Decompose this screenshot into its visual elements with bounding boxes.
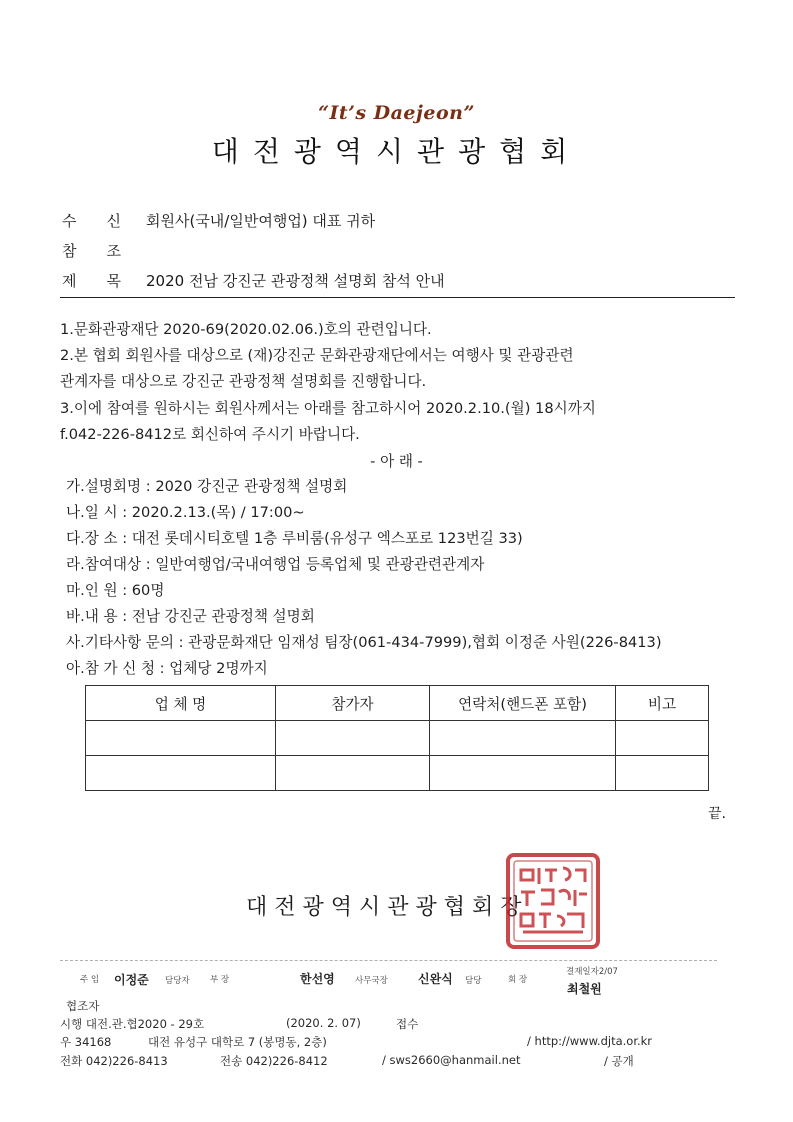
body-line: 2.본 협회 회원사를 대상으로 (재)강진군 문화관광재단에서는 여행사 및 관광관련: [60, 347, 574, 364]
end-mark: 끝.: [708, 806, 726, 822]
detail-item: 사.기타사항 문의 : 관광문화재단 임재성 팀장(061-434-7999),협회 이정준 사원(226-8413): [66, 634, 662, 651]
subject-label: 제목: [62, 272, 151, 290]
body-line: 관계자를 대상으로 강진군 관광정책 설명회를 진행합니다.: [60, 373, 427, 390]
subject-value: 2020 전남 강진군 관광정책 설명회 참석 안내: [146, 272, 445, 290]
recipient-label: 수신: [62, 212, 151, 230]
footer-public: / 공개: [604, 1054, 634, 1068]
footer-bujang-label: 부 장: [210, 975, 230, 985]
notice-separator: - 아 래 -: [370, 453, 423, 470]
footer-fax: 전송 042)226-8412: [220, 1054, 328, 1068]
seal-stamp-icon: [505, 852, 601, 950]
table-cell: [86, 756, 276, 791]
footer-address: 대전 유성구 대학로 7 (봉명동, 2층): [148, 1035, 327, 1049]
detail-item: 나.일 시 : 2020.2.13.(목) / 17:00~: [66, 504, 305, 521]
footer-sin-name: 신완식: [418, 972, 453, 986]
table-cell: [276, 756, 430, 791]
footer-execution-date: (2020. 2. 07): [286, 1016, 361, 1030]
footer-email: / sws2660@hanmail.net: [382, 1053, 521, 1067]
footer-website: / http://www.djta.or.kr: [527, 1034, 653, 1048]
footer-damdang: 담당: [465, 976, 482, 986]
footer-receipt: 접수: [396, 1017, 419, 1031]
footer-juim-label: 주 임: [80, 975, 100, 985]
reference-label: 참조: [62, 242, 151, 260]
body-line: 1.문화관광재단 2020-69(2020.02.06.)호의 관련입니다.: [60, 321, 432, 338]
footer-postal-code: 우 34168: [60, 1035, 112, 1049]
footer-phone: 전화 042)226-8413: [60, 1054, 168, 1068]
signature-title: 대전광역시관광협회장: [246, 895, 529, 920]
table-cell: [616, 721, 709, 756]
footer-juim-name: 이정준: [114, 973, 149, 987]
organization-title: 대전광역시관광협회: [211, 135, 582, 168]
org-logo: “It’s Daejeon”: [318, 102, 475, 124]
footer-hoejang-label: 회 장: [508, 975, 528, 985]
table-header-row: [86, 686, 709, 721]
footer-damdangja: 담당자: [165, 976, 190, 986]
recipient-value: 회원사(국내/일반여행업) 대표 귀하: [146, 212, 376, 230]
body-line: f.042-226-8412로 회신하여 주시기 바랍니다.: [60, 426, 360, 443]
official-seal: [505, 852, 601, 950]
table-cell: [430, 721, 616, 756]
header-divider: [60, 297, 735, 298]
table-row: [86, 756, 709, 791]
body-line: 3.이에 참여를 원하시는 회원사께서는 아래를 참고하시어 2020.2.10.(월) 18시까지: [60, 400, 596, 417]
column-header: 업 체 명: [86, 686, 276, 721]
detail-item: 다.장 소 : 대전 롯데시티호텔 1층 루비룸(유성구 엑스포로 123번길 33): [66, 530, 523, 547]
table-cell: [430, 756, 616, 791]
detail-item: 바.내 용 : 전남 강진군 관광정책 설명회: [66, 608, 315, 625]
detail-item: 아.참 가 신 청 : 업체당 2명까지: [66, 660, 268, 677]
table-cell: [616, 756, 709, 791]
column-header: 참가자: [276, 686, 430, 721]
detail-item: 라.참여대상 : 일반여행업/국내여행업 등록업체 및 관광관련관계자: [66, 556, 485, 573]
table-row: [86, 721, 709, 756]
footer-han-name: 한선영: [300, 972, 335, 986]
application-table: [85, 685, 709, 791]
footer-execution: 시행 대전.관.협2020 - 29호: [60, 1017, 205, 1031]
footer-samuguk: 사무국장: [355, 976, 388, 986]
detail-item: 가.설명회명 : 2020 강진군 관광정책 설명회: [66, 478, 348, 495]
table-cell: [276, 721, 430, 756]
footer-cooperator: 협조자: [66, 999, 100, 1013]
column-header: 연락처(핸드폰 포함): [430, 686, 616, 721]
detail-item: 마.인 원 : 60명: [66, 582, 165, 599]
footer-approval-date: 결재일자2/07: [566, 967, 618, 977]
footer-president-name: 최철원: [567, 982, 602, 996]
footer-divider: [60, 960, 717, 961]
table-cell: [86, 721, 276, 756]
column-header: 비고: [616, 686, 709, 721]
